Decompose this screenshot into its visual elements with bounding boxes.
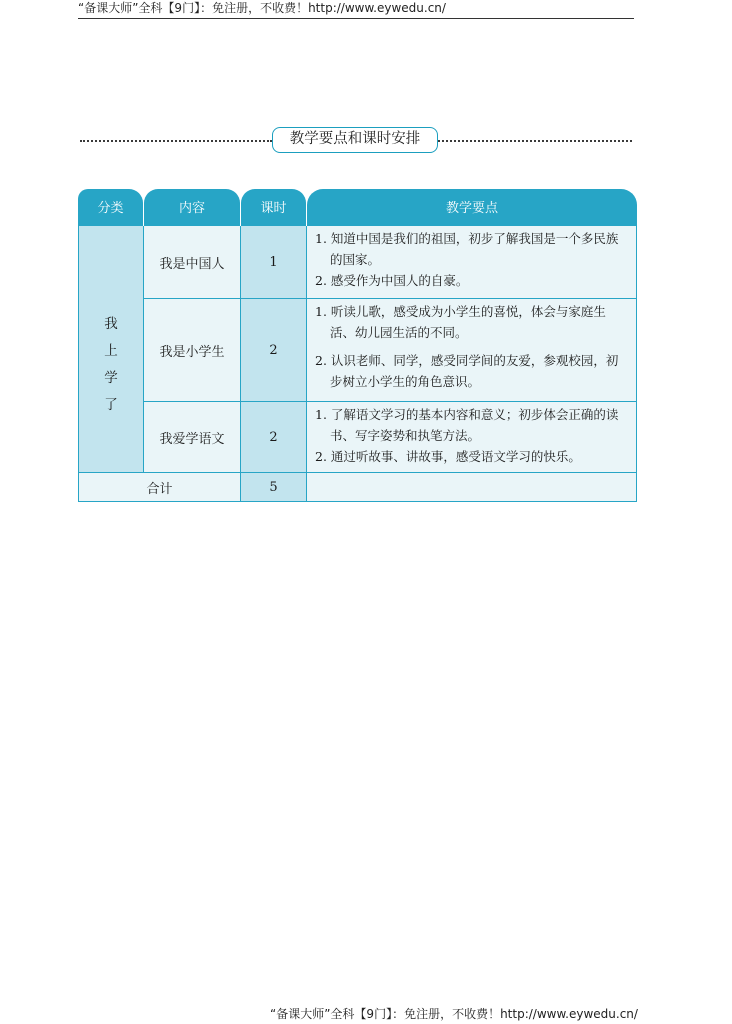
page-footer: “备课大师”全科【9门】：免注册，不收费！http://www.eywedu.cn/	[270, 1007, 638, 1021]
table-row-1-content: 我是中国人	[144, 226, 241, 299]
dotted-rule-right	[438, 140, 632, 142]
table-row-2-points	[307, 299, 637, 402]
section-title-row	[80, 127, 632, 155]
table-row-2-content: 我是小学生	[144, 299, 241, 402]
table-header	[78, 189, 637, 226]
table-row-2-hours: 2	[241, 299, 307, 402]
column-header-category: 分类	[78, 189, 143, 226]
point-item: 1. 了解语文学习的基本内容和意义；初步体会正确的读书、写字姿势和执笔方法。	[315, 407, 619, 443]
column-header-points: 教学要点	[307, 189, 637, 226]
total-hours: 5	[241, 473, 307, 502]
total-label: 合计	[78, 473, 241, 502]
point-item: 2. 通过听故事、讲故事，感受语文学习的快乐。	[315, 449, 581, 464]
table-row-1-points	[307, 226, 637, 299]
section-title: 教学要点和课时安排	[272, 127, 438, 153]
point-item: 1. 听读儿歌，感受成为小学生的喜悦，体会与家庭生活、幼儿园生活的不同。	[315, 304, 606, 340]
category-cell	[78, 226, 144, 473]
point-item: 2. 感受作为中国人的自豪。	[315, 273, 469, 288]
table-row-3-hours: 2	[241, 402, 307, 473]
category-label: 我 上 学 了	[104, 316, 118, 413]
column-header-content: 内容	[144, 189, 240, 226]
point-item: 2. 认识老师、同学，感受同学间的友爱，参观校园，初步树立小学生的角色意识。	[315, 353, 619, 389]
table-row-3-content: 我爱学语文	[144, 402, 241, 473]
point-item: 1. 知道中国是我们的祖国，初步了解我国是一个多民族的国家。	[315, 231, 619, 267]
dotted-rule-left	[80, 140, 272, 142]
table-row-3-points	[307, 402, 637, 473]
column-header-hours: 课时	[241, 189, 306, 226]
total-points-empty	[307, 473, 637, 502]
page-header: “备课大师”全科【9门】：免注册，不收费！http://www.eywedu.cn/	[78, 0, 634, 19]
table-row-1-hours: 1	[241, 226, 307, 299]
